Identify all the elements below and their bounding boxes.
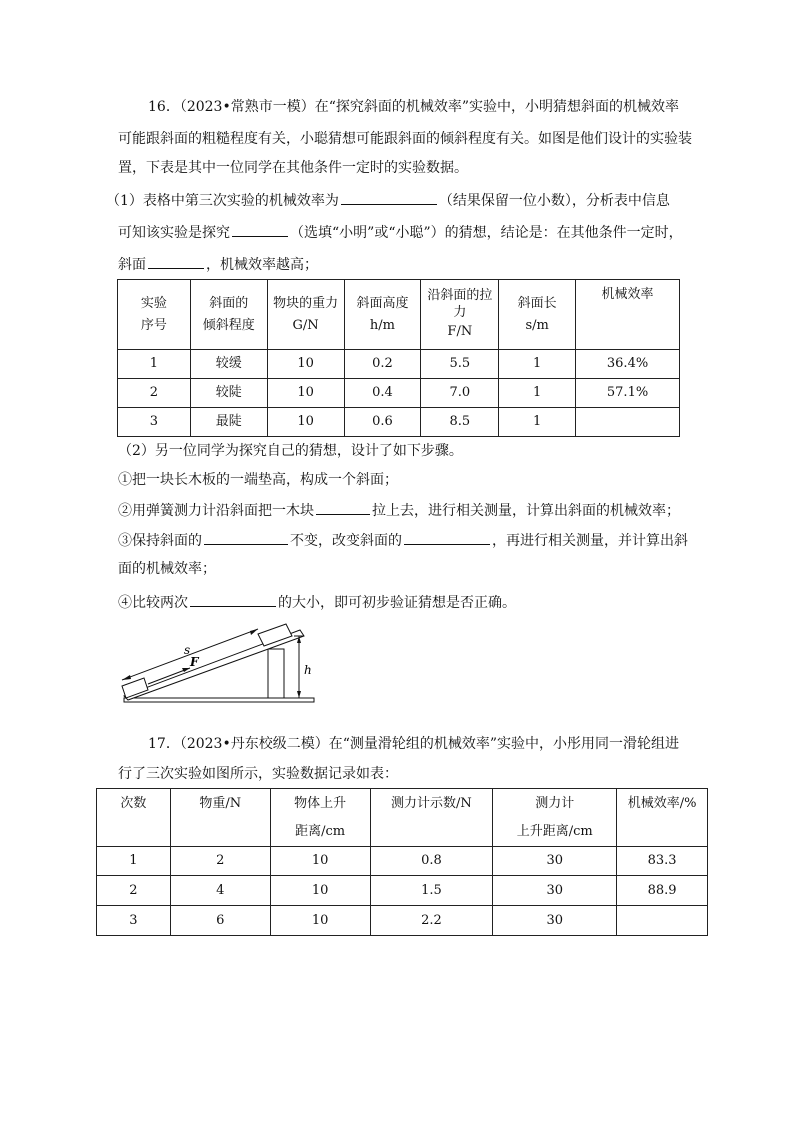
table-cell: 83.3 xyxy=(617,847,708,876)
answer-blank-guess[interactable] xyxy=(232,222,288,237)
table-cell: 88.9 xyxy=(617,876,708,906)
q16-step-3 xyxy=(118,530,688,550)
q17-line-1: 17．（2023•丹东校级二模）在“测量滑轮组的机械效率”实验中，小彤用同一滑轮组进 xyxy=(148,736,680,752)
q16-part1-text-c: 可知该实验是探究 xyxy=(118,225,230,241)
table-header-row xyxy=(97,789,708,847)
answer-blank-step3-a[interactable] xyxy=(204,530,288,545)
table-cell: 3 xyxy=(97,906,171,936)
table-cell answer-cell[interactable] xyxy=(576,408,680,437)
table-cell: 8.5 xyxy=(421,408,499,437)
header-cell: 机械效率/% xyxy=(617,789,708,847)
table-cell: 0.6 xyxy=(344,408,421,437)
table-cell: 0.4 xyxy=(344,379,421,408)
q17-data-table xyxy=(96,788,708,936)
header-cell: 斜面高度 h/m xyxy=(344,280,421,350)
q16-part1-line-1 xyxy=(106,190,670,210)
table-cell: 1 xyxy=(499,379,576,408)
s-arrow-left xyxy=(122,675,131,680)
table-row xyxy=(97,847,708,876)
table-cell: 3 xyxy=(118,408,191,437)
table-cell: 30 xyxy=(493,906,617,936)
q16-step-2 xyxy=(118,500,680,520)
q16-part1-line-3 xyxy=(118,254,318,274)
table-cell: 30 xyxy=(493,876,617,906)
header-cell: 物重/N xyxy=(170,789,270,847)
header-cell: 物块的重力 G/N xyxy=(267,280,344,350)
step-3-text-b: 不变，改变斜面的 xyxy=(290,533,402,549)
table-cell: 2 xyxy=(97,876,171,906)
header-cell: 沿斜面的拉 力 F/N xyxy=(421,280,499,350)
table-cell: 1 xyxy=(499,350,576,379)
q16-step-1: ①把一块长木板的一端垫高，构成一个斜面； xyxy=(118,472,398,488)
label-s: s xyxy=(184,643,191,657)
table-row xyxy=(118,379,680,408)
header-cell: 机械效率 xyxy=(576,280,680,350)
table-cell answer-cell[interactable] xyxy=(617,906,708,936)
step-4-text-a: ④比较两次 xyxy=(118,595,188,611)
table-cell: 4 xyxy=(170,876,270,906)
q16-line-1: 16．（2023•常熟市一模）在“探究斜面的机械效率”实验中，小明猜想斜面的机械效率 xyxy=(148,99,680,115)
q16-step-3-cont: 面的机械效率； xyxy=(118,561,216,577)
label-h: h xyxy=(304,663,312,677)
table-cell: 10 xyxy=(267,408,344,437)
h-arrow-bottom xyxy=(297,691,301,698)
incline-base xyxy=(124,698,314,702)
table-cell: 最陡 xyxy=(190,408,267,437)
table-cell: 2 xyxy=(170,847,270,876)
table-cell: 1 xyxy=(499,408,576,437)
step-2-text-b: 拉上去，进行相关测量，计算出斜面的机械效率； xyxy=(372,503,680,519)
answer-blank-conclusion[interactable] xyxy=(148,254,204,269)
table-cell: 5.5 xyxy=(421,350,499,379)
header-cell: 物体上升 距离/cm xyxy=(270,789,370,847)
block-bottom xyxy=(122,678,148,698)
step-3-text-a: ③保持斜面的 xyxy=(118,533,202,549)
header-cell: 次数 xyxy=(97,789,171,847)
table-row xyxy=(118,350,680,379)
step-4-text-b: 的大小，即可初步验证猜想是否正确。 xyxy=(278,595,516,611)
q16-part1-text-e: 斜面 xyxy=(118,257,146,273)
answer-blank-efficiency[interactable] xyxy=(341,190,437,205)
step-2-text-a: ②用弹簧测力计沿斜面把一木块 xyxy=(118,503,314,519)
answer-blank-step3-b[interactable] xyxy=(404,530,490,545)
q16-part1-text-b: （结果保留一位小数），分析表中信息 xyxy=(438,193,670,209)
table-cell: 较缓 xyxy=(190,350,267,379)
answer-blank-step2[interactable] xyxy=(316,500,370,515)
q16-part1-line-2 xyxy=(118,222,683,242)
q16-data-table xyxy=(117,279,680,437)
header-cell: 实验 序号 xyxy=(118,280,191,350)
table-cell: 36.4% xyxy=(576,350,680,379)
table-cell: 7.0 xyxy=(421,379,499,408)
answer-blank-step4[interactable] xyxy=(190,592,276,607)
table-row xyxy=(118,408,680,437)
table-cell: 2 xyxy=(118,379,191,408)
table-cell: 10 xyxy=(270,847,370,876)
table-cell: 1 xyxy=(97,847,171,876)
header-cell: 测力计 上升距离/cm xyxy=(493,789,617,847)
header-cell: 测力计示数/N xyxy=(370,789,493,847)
q16-part1-text-d: （选填“小明”或“小聪”）的猜想，结论是：在其他条件一定时， xyxy=(290,225,683,241)
table-cell: 57.1% xyxy=(576,379,680,408)
header-cell: 斜面的 倾斜程度 xyxy=(190,280,267,350)
q16-part2-intro: （2）另一位同学为探究自己的猜想，设计了如下步骤。 xyxy=(118,443,463,459)
header-cell: 斜面长 s/m xyxy=(499,280,576,350)
q17-line-2: 行了三次实验如图所示，实验数据记录如表： xyxy=(118,766,398,782)
table-cell: 1 xyxy=(118,350,191,379)
step-3-text-c: ，再进行相关测量，并计算出斜 xyxy=(492,533,688,549)
incline-support xyxy=(268,649,284,698)
q16-step-4 xyxy=(118,592,516,612)
s-arrow-right xyxy=(250,629,258,635)
table-cell: 10 xyxy=(270,876,370,906)
q16-line-3: 置，下表是其中一位同学在其他条件一定时的实验数据。 xyxy=(118,160,468,176)
table-cell: 2.2 xyxy=(370,906,493,936)
table-cell: 10 xyxy=(270,906,370,936)
table-cell: 1.5 xyxy=(370,876,493,906)
incline-diagram xyxy=(110,612,330,712)
table-header-row xyxy=(118,280,680,350)
q16-line-2: 可能跟斜面的粗糙程度有关，小聪猜想可能跟斜面的倾斜程度有关。如图是他们设计的实验装 xyxy=(118,131,692,147)
q16-part1-text-f: ，机械效率越高； xyxy=(206,257,318,273)
q16-part1-text-a: （1）表格中第三次实验的机械效率为 xyxy=(106,193,339,209)
table-row xyxy=(97,876,708,906)
table-cell: 6 xyxy=(170,906,270,936)
table-cell: 10 xyxy=(267,350,344,379)
table-cell: 较陡 xyxy=(190,379,267,408)
table-cell: 30 xyxy=(493,847,617,876)
table-cell: 0.2 xyxy=(344,350,421,379)
label-F: F xyxy=(190,655,199,669)
table-row xyxy=(97,906,708,936)
table-cell: 0.8 xyxy=(370,847,493,876)
table-cell: 10 xyxy=(267,379,344,408)
